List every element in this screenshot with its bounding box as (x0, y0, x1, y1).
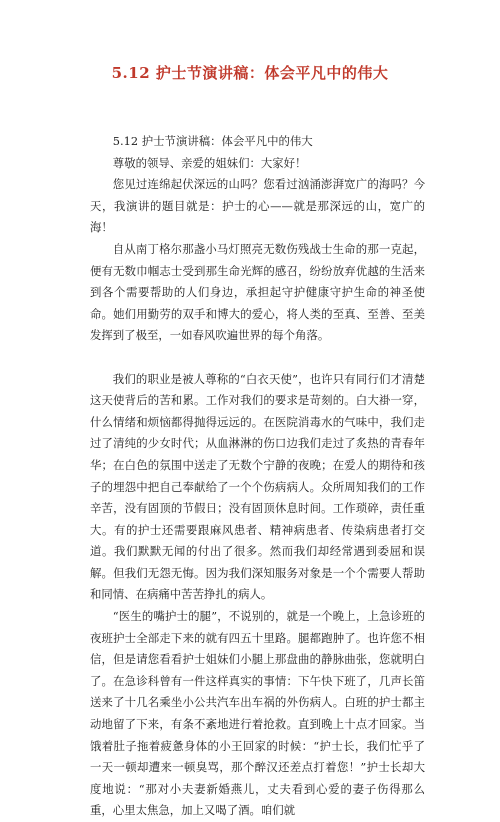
paragraph: 5.12 护士节演讲稿：体会平凡中的伟大 (112, 134, 313, 148)
paragraph: 我们的职业是被人尊称的“白衣天使”，也许只有同行们才清楚这天使背后的苦和累。工作对我们的要求是苛刻的。白大褂一穿，什么情绪和烦恼都得抛得远远的。在医院消毒水的气味中，我们走过了清纯的少女时代；从血淋淋的伤口边我们走过了炙热的青春年华；在白色的氛围中送走了无数个宁静的夜晚；在爱人的期待和孩子的埋怨中把自己奉献给了一个个伤病病人。众所周知我们的工作辛苦，没有固顶的节假日；没有固顶休息时间。工作琐碎，责任重大。有的护士还需要跟麻风患者、精神病患者、传染病患者打交道。我们默默无闻的付出了很多。然而我们却经常遇到委屈和误解。但我们无怨无悔。因为我们深知服务对象是一个个需要人帮助和同情、在病痛中苦苦挣扎的病人。 (90, 371, 425, 602)
document-body (90, 131, 425, 822)
paragraph-gap (90, 347, 425, 369)
page-title: 5.12 护士节演讲稿：体会平凡中的伟大 (111, 64, 389, 82)
paragraph: “医生的嘴护士的腿”，不说别的，就是一个晚上，上急诊班的夜班护士全部走下来的就有四五十里路。腿都跑肿了。也许您不相信，但是请您看看护士姐妹们小腿上那盘曲的静脉曲张，您就明白了。在急诊科曾有一件这样真实的事情：下午快下班了，几声长笛送来了十几名乘坐小公共汽车出车祸的外伤病人。白班的护士都主动地留了下来，有条不紊地进行着抢救。直到晚上十点才回家。当饿着肚子拖着疲惫身体的小王回家的时候：“护士长，我们忙乎了一天一顿却遭来一顿臭骂，那个醉汉还差点打着您！”护士长却大度地说：“那对小夫妻新婚燕儿，丈夫看到心爱的妻子伤得那么重，心里太焦急，加上又喝了酒。咱们就 (90, 609, 425, 818)
paragraph: 您见过连绵起伏深远的山吗？您看过汹涌澎湃宽广的海吗？今天，我演讲的题目就是：护士的心——就是那深远的山，宽广的海！ (90, 177, 425, 235)
paragraph: 尊敬的领导、亲爱的姐妹们：大家好！ (112, 155, 307, 170)
paragraph: 自从南丁格尔那盏小马灯照亮无数伤残战士生命的那一克起，便有无数巾帼志士受到那生命光辉的感召，纷纷放弃优越的生活来到各个需要帮助的人们身边，承担起守护健康守护生命的神圣使命。她们用勤劳的双手和博大的爱心，将人类的至真、至善、至美发挥到了极至，一如春风吹遍世界的每个角落。 (90, 241, 425, 343)
